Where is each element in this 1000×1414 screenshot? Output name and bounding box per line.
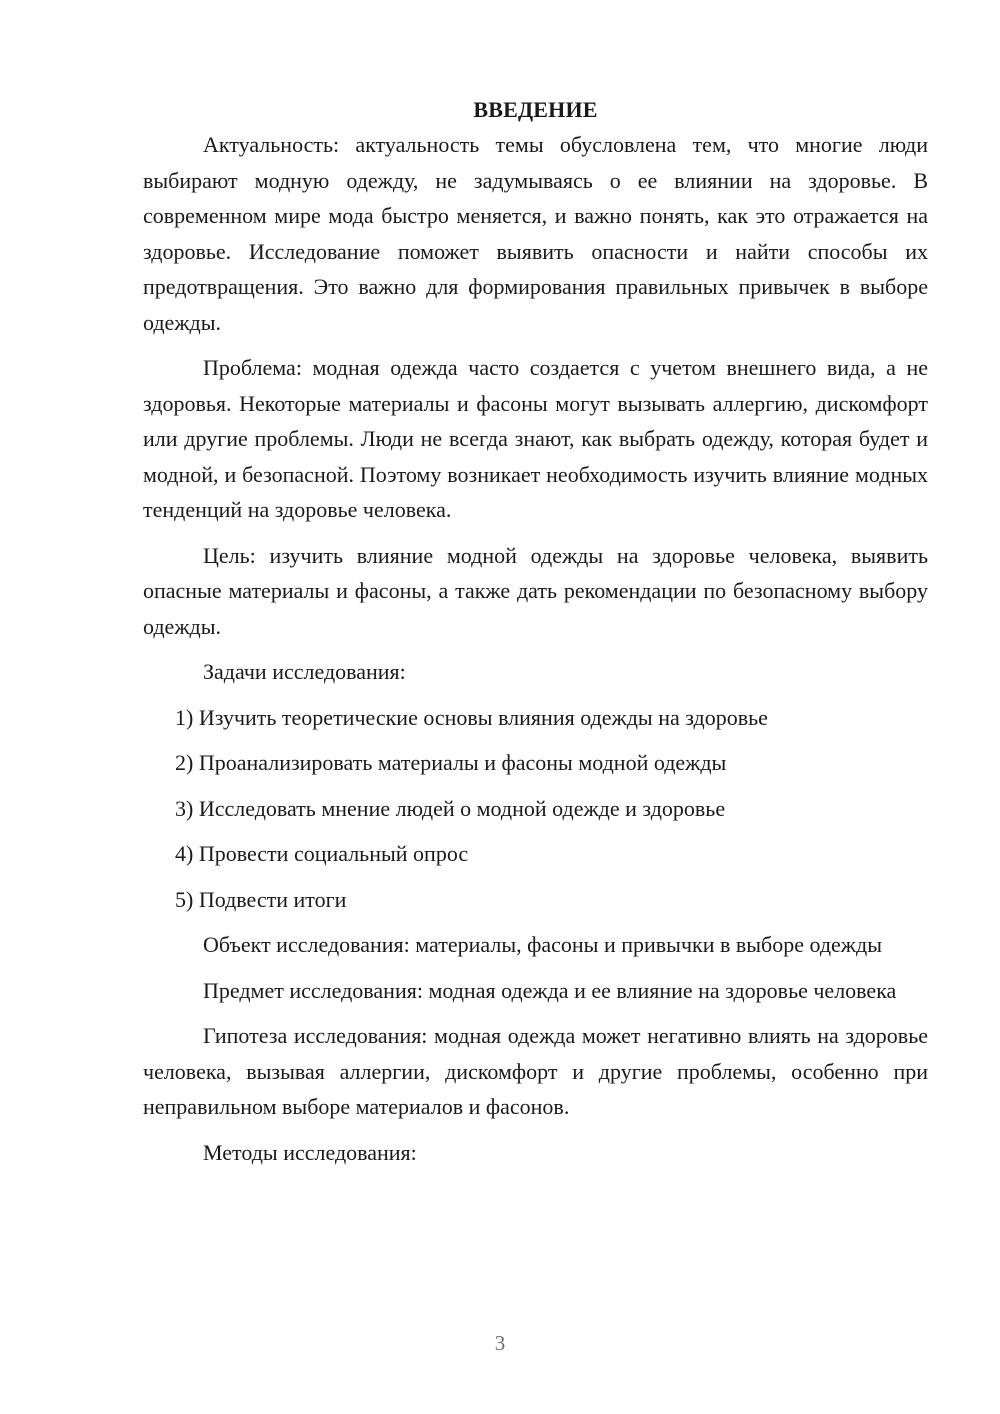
paragraph-object: Объект исследования: материалы, фасоны и привычки в выборе одежды <box>203 932 882 957</box>
list-item: 1) Изучить теоретические основы влияния одежды на здоровье <box>175 704 768 730</box>
paragraph-hypothesis: Гипотеза исследования: модная одежда может негативно влиять на здоровье человека, вызывая аллергии, дискомфорт и другие проблемы, особенно при неправильном выборе материалов и фасонов. <box>143 1023 928 1119</box>
paragraph-problem: Проблема: модная одежда часто создается с учетом внешнего вида, а не здоровья. Некоторые материалы и фасоны могут вызывать аллергию, дискомфорт или другие проблемы. Люди не всегда знают, как выбрать одежду, которая будет и модной, и безопасной. Поэтому возникает необходимость изучить влияние модных тенденций на здоровье человека. <box>143 355 928 522</box>
paragraph-subject: Предмет исследования: модная одежда и ее влияние на здоровье человека <box>203 977 897 1003</box>
paragraph-goal: Цель: изучить влияние модной одежды на здоровье человека, выявить опасные материалы и фасоны, а также дать рекомендации по безопасному выбору одежды. <box>143 542 928 639</box>
task-list <box>143 700 928 918</box>
page-title: ВВЕДЕНИЕ <box>473 97 598 122</box>
document-page <box>143 92 928 1180</box>
list-item: 3) Исследовать мнение людей о модной одежде и здоровье <box>175 795 726 821</box>
list-item: 4) Провести социальный опрос <box>175 841 469 866</box>
methods-heading: Методы исследования: <box>203 1139 417 1165</box>
paragraph-relevance: Актуальность: актуальность темы обусловлена тем, что многие люди выбирают модную одежду, не задумываясь о ее влиянии на здоровье. В современном мире мода быстро меняется, и важно понять, как это отражается на здоровье. Исследование поможет выявить опасности и найти способы их предотвращения. Это важно для формирования правильных привычек в выборе одежды. <box>143 132 928 335</box>
page-number: 3 <box>494 1331 506 1355</box>
tasks-heading: Задачи исследования: <box>203 659 406 684</box>
list-item: 2) Проанализировать материалы и фасоны модной одежды <box>175 750 727 775</box>
list-item: 5) Подвести итоги <box>175 886 347 912</box>
